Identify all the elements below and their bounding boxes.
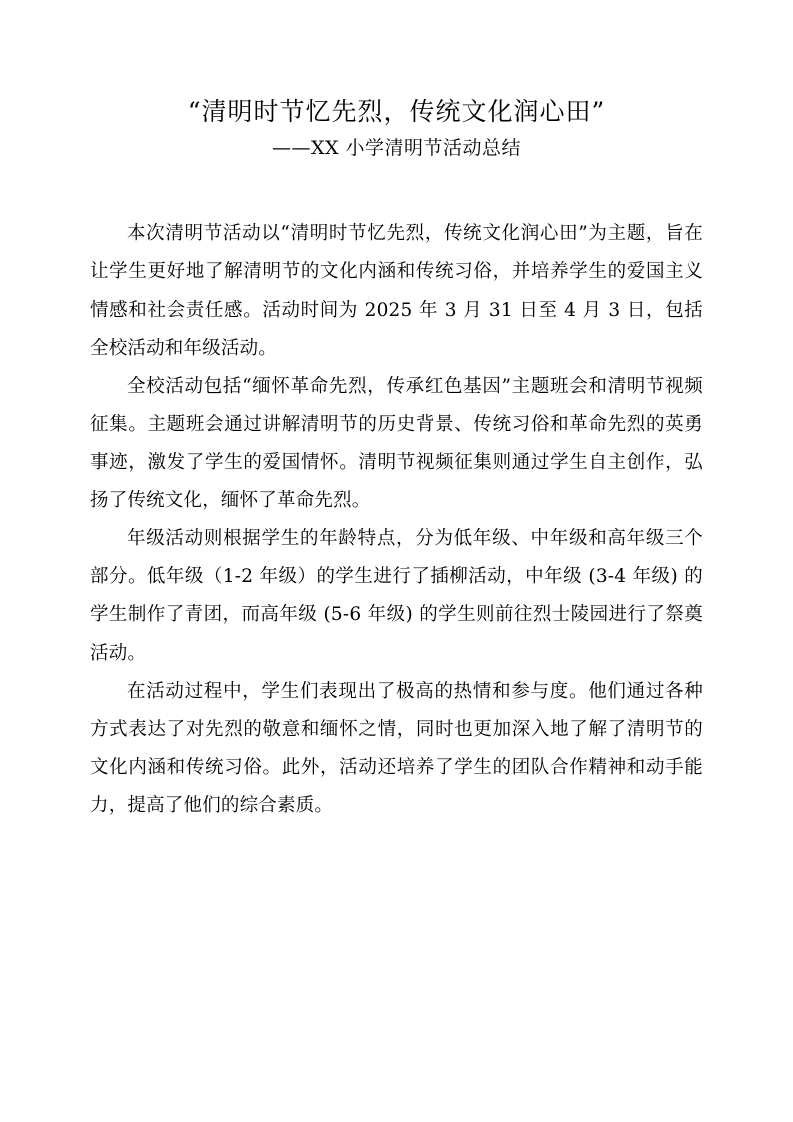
paragraph: 在活动过程中，学生们表现出了极高的热情和参与度。他们通过各种方式表达了对先烈的敬意和缅怀之情，同时也更加深入地了解了清明节的文化内涵和传统习俗。此外，活动还培养了学生的团队合作精神和动手能力，提高了他们的综合素质。	[90, 680, 703, 816]
page-title: “清明时节忆先烈，传统文化润心田”	[187, 97, 606, 126]
paragraph: 本次清明节活动以“清明时节忆先烈，传统文化润心田”为主题，旨在让学生更好地了解清明节的文化内涵和传统习俗，并培养学生的爱国主义情感和社会责任感。活动时间为 2025 年 3 月 31 日至 4 月 3 日，包括全校活动和年级活动。	[90, 223, 703, 359]
page-subtitle: ——XX 小学清明节活动总结	[271, 136, 522, 159]
paragraph: 年级活动则根据学生的年龄特点，分为低年级、中年级和高年级三个部分。低年级（1-2 年级）的学生进行了插柳活动，中年级 (3-4 年级) 的学生制作了青团，而高年级 (5-6 年级) 的学生则前往烈士陵园进行了祭奠活动。	[90, 528, 703, 664]
paragraph: 全校活动包括“缅怀革命先烈，传承红色基因”主题班会和清明节视频征集。主题班会通过讲解清明节的历史背景、传统习俗和革命先烈的英勇事迹，激发了学生的爱国情怀。清明节视频征集则通过学生自主创作，弘扬了传统文化，缅怀了革命先烈。	[90, 375, 703, 512]
